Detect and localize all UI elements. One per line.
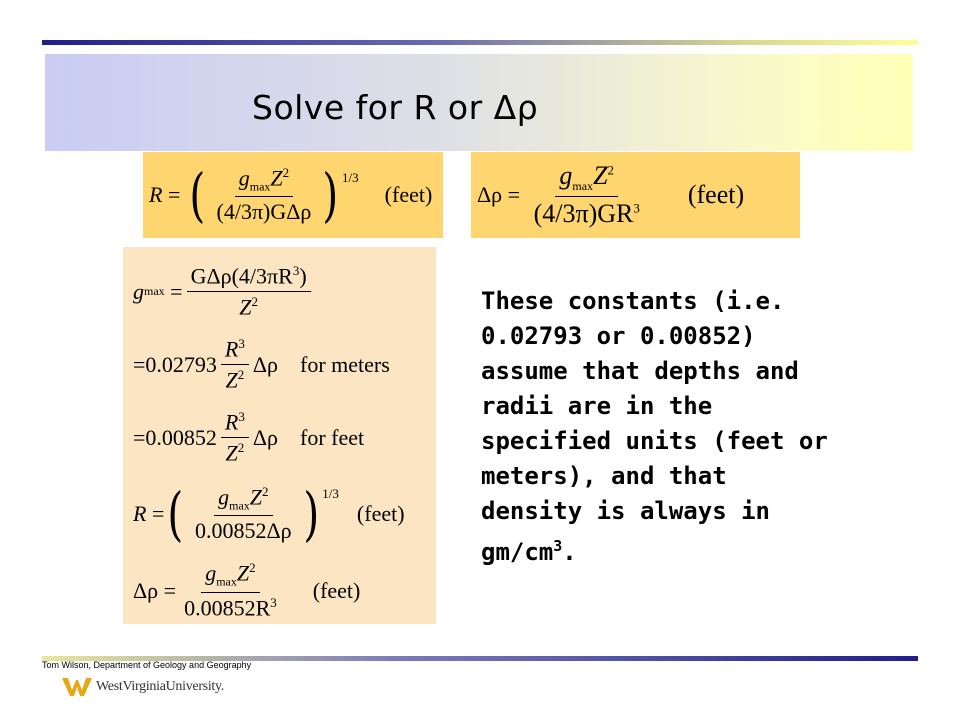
formula-solve-density: Δρ = $\frac{g_{max}Z^2}{(4/3\pi)GR^3}$ (feet) <box>471 152 800 238</box>
derivation-row-density: Δρ = $\frac{g_{max}Z^2}{0.00852R^3}$ (feet) <box>133 559 361 621</box>
university-name: WestVirginiaUniversity. <box>96 679 225 694</box>
derivation-box <box>123 247 436 624</box>
derivation-row-gmax: g max = $\frac{G\Delta\rho(4/3\pi R^3)}{Z^2}$ <box>133 255 436 328</box>
formula-solve-r: R = ( $\frac{g_{max}Z^2}{\text{(4/3π)GΔρ}}$ ) $^{1/3}$ (feet) <box>143 152 443 238</box>
constants-note: These constants (i.e. 0.02793 or 0.00852) assume that depths and radii are in the specified units (feet or meters), and that density is always in $gm/cm^3$. <box>481 287 828 566</box>
wvu-flying-wv-icon <box>62 676 92 698</box>
top-rule <box>42 40 918 45</box>
derivation-row-feet: =0.00852 $\frac{R^3}{Z^2}$ Δρ for feet <box>133 408 365 466</box>
derivation-row-meters: =0.02793 $\frac{R^3}{Z^2}$ Δρ for meters <box>133 335 390 393</box>
derivation-row-radius: R = ( $\frac{g_{max}Z^2}{0.00852\Delta\rho}$ ) $^{1/3}$ (feet) <box>133 480 405 548</box>
slide-title: Solve for R or Δρ <box>252 88 539 127</box>
university-logo <box>62 676 224 698</box>
footer-credit: Tom Wilson, Department of Geology and Geography <box>42 660 252 670</box>
